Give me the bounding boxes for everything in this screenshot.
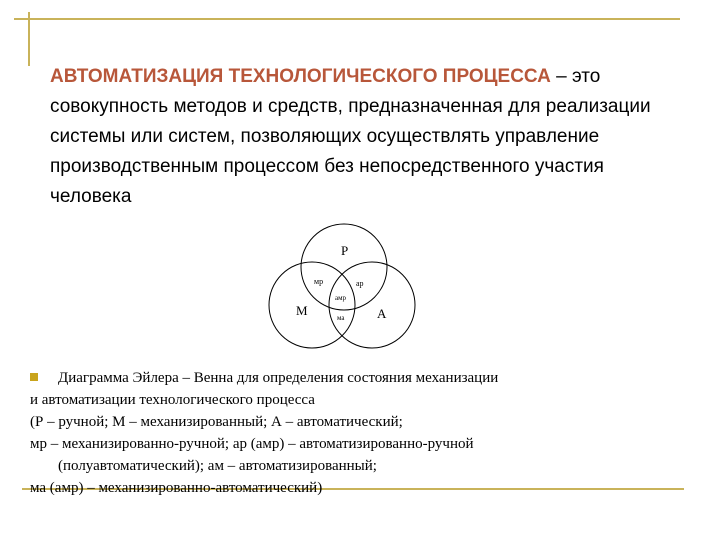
venn-diagram: [262, 222, 422, 358]
top-rule: [14, 18, 680, 20]
circle-m: [269, 262, 355, 348]
left-rule: [28, 12, 30, 66]
notes-line-4a: мр – механизированно-ручной; ар (амр) – автоматизированно-ручной: [30, 436, 474, 452]
label-p: Р: [341, 243, 349, 258]
notes-line-5: ма (амр) – механизированно-автоматический): [30, 480, 323, 496]
notes-line-2: и автоматизации технологического процесса: [30, 392, 315, 408]
definition-term: АВТОМАТИЗАЦИЯ ТЕХНОЛОГИЧЕСКОГО ПРОЦЕССА: [50, 66, 551, 87]
region-ap: ар: [356, 279, 364, 288]
notes-line-1-text: Диаграмма Эйлера – Венна для определения состояния механизации: [58, 370, 499, 386]
region-amp: амр: [335, 294, 347, 302]
definition-paragraph: [50, 62, 660, 212]
region-ma: ма: [337, 314, 345, 322]
label-m: М: [296, 303, 308, 318]
notes-line-1: [30, 367, 670, 389]
diagram-notes: [30, 367, 670, 499]
circle-a: [329, 262, 415, 348]
notes-line-3: (Р – ручной; М – механизированный; А – автоматический;: [30, 414, 403, 430]
definition-text: – это совокупность методов и средств, предназначенная для реализации системы или систем, позволяющих осуществлять управление производственным процессом без непосредственного участия человека: [50, 66, 651, 207]
label-a: А: [377, 306, 387, 321]
region-mp: мр: [314, 277, 324, 286]
notes-line-4b: (полуавтоматический); ам – автоматизированный;: [58, 458, 377, 474]
bullet-icon: [30, 373, 38, 381]
